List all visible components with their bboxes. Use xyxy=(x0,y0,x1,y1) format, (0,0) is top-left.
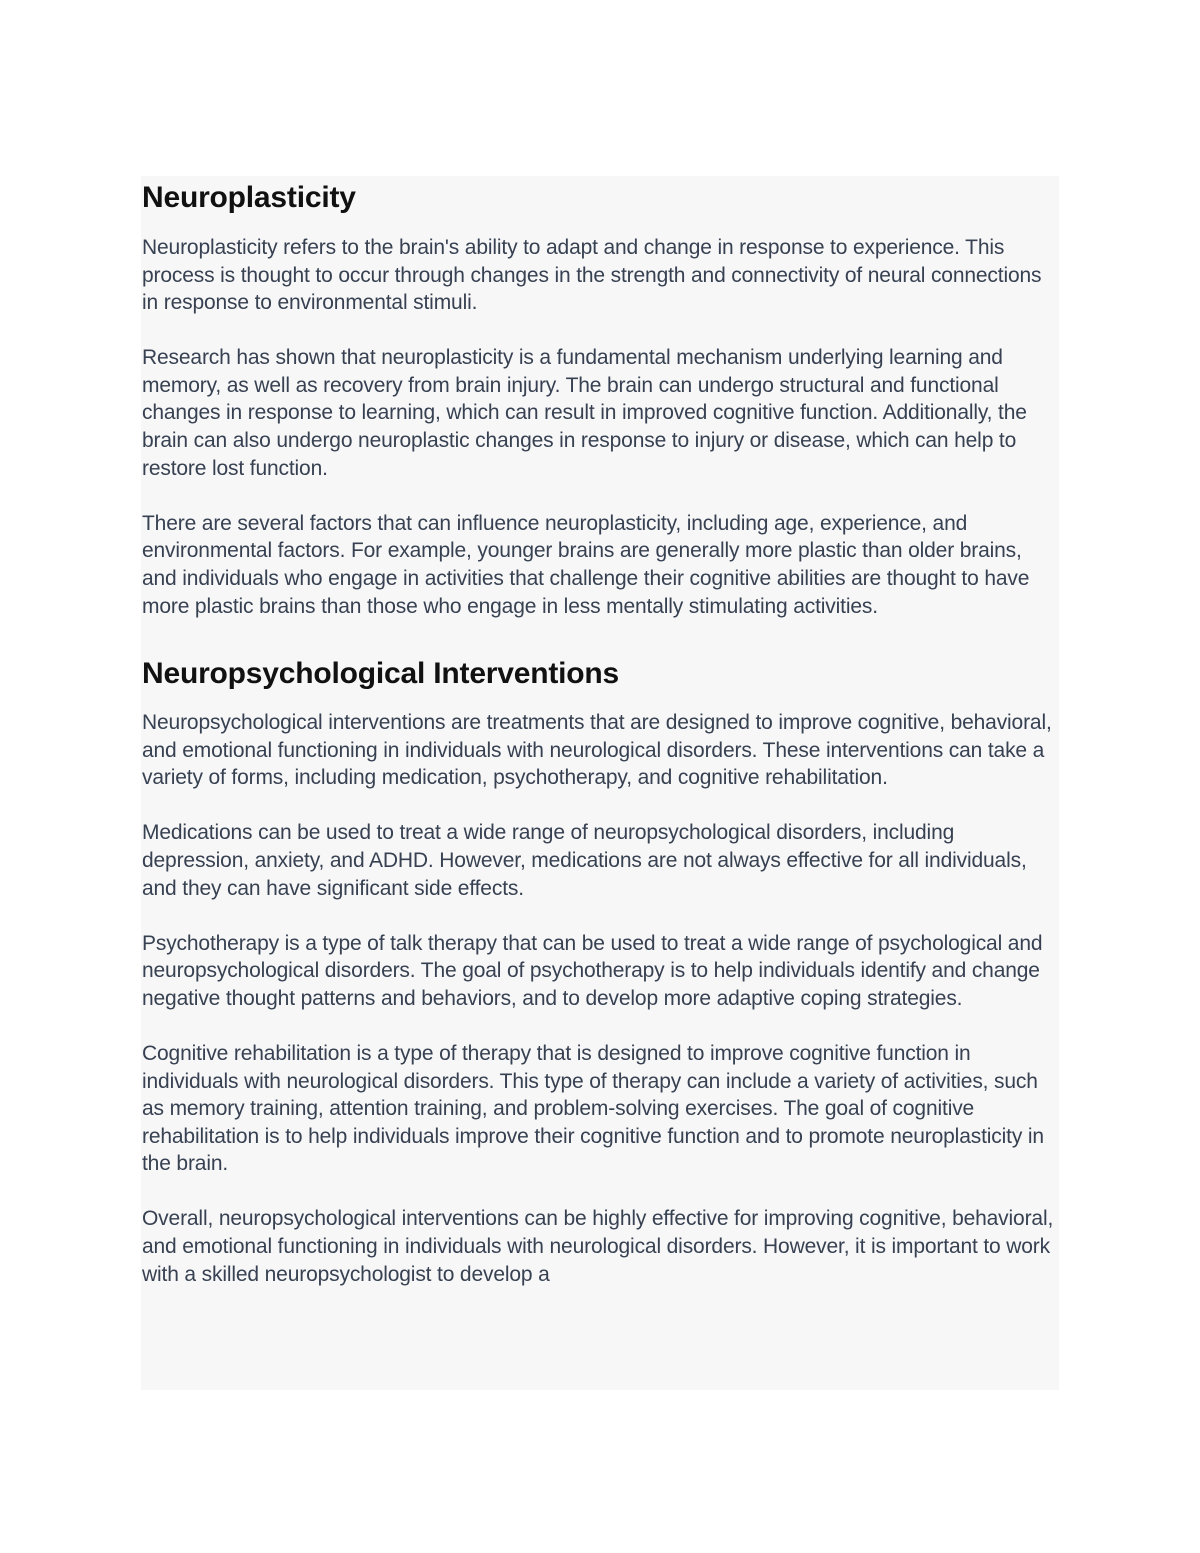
paragraph: Psychotherapy is a type of talk therapy that can be used to treat a wide range of psychological and neuropsychological disorders. The goal of psychotherapy is to help individuals identify and change negative thought patterns and behaviors, and to develop more adaptive coping strategies. xyxy=(142,931,1043,1010)
paragraph: There are several factors that can influence neuroplasticity, including age, experience, and environmental factors. For example, younger brains are generally more plastic than older brains, and individuals who engage in activities that challenge their cognitive abilities are thought to have more plastic brains than those who engage in less mentally stimulating activities. xyxy=(142,511,1030,618)
content-block xyxy=(141,176,1059,1390)
section-heading-neuroplasticity: Neuroplasticity xyxy=(142,181,356,214)
paragraph: Neuroplasticity refers to the brain's ability to adapt and change in response to experience. This process is thought to occur through changes in the strength and connectivity of neural connections in response to environmental stimuli. xyxy=(142,236,1042,315)
paragraph: Research has shown that neuroplasticity is a fundamental mechanism underlying learning and memory, as well as recovery from brain injury. The brain can undergo structural and functional changes in response to learning, which can result in improved cognitive function. Additionally, the brain can also undergo neuroplastic changes in response to injury or disease, which can help to restore lost function. xyxy=(142,346,1027,480)
section-heading-neuropsychological-interventions: Neuropsychological Interventions xyxy=(142,657,620,691)
paragraph: Overall, neuropsychological interventions can be highly effective for improving cognitive, behavioral, and emotional functioning in individuals with neurological disorders. However, it is important to work with a skilled neuropsychologist to develop a xyxy=(142,1207,1054,1286)
document-body xyxy=(141,178,1058,1288)
paragraph: Medications can be used to treat a wide range of neuropsychological disorders, including depression, anxiety, and ADHD. However, medications are not always effective for all individuals, and they can have significant side effects. xyxy=(142,821,1027,900)
paragraph: Neuropsychological interventions are treatments that are designed to improve cognitive, behavioral, and emotional functioning in individuals with neurological disorders. These interventions can take a variety of forms, including medication, psychotherapy, and cognitive rehabilitation. xyxy=(142,711,1052,790)
paragraph: Cognitive rehabilitation is a type of therapy that is designed to improve cognitive function in individuals with neurological disorders. This type of therapy can include a variety of activities, such as memory training, attention training, and problem-solving exercises. The goal of cognitive rehabilitation is to help individuals improve their cognitive function and to promote neuroplasticity in the brain. xyxy=(142,1041,1044,1176)
